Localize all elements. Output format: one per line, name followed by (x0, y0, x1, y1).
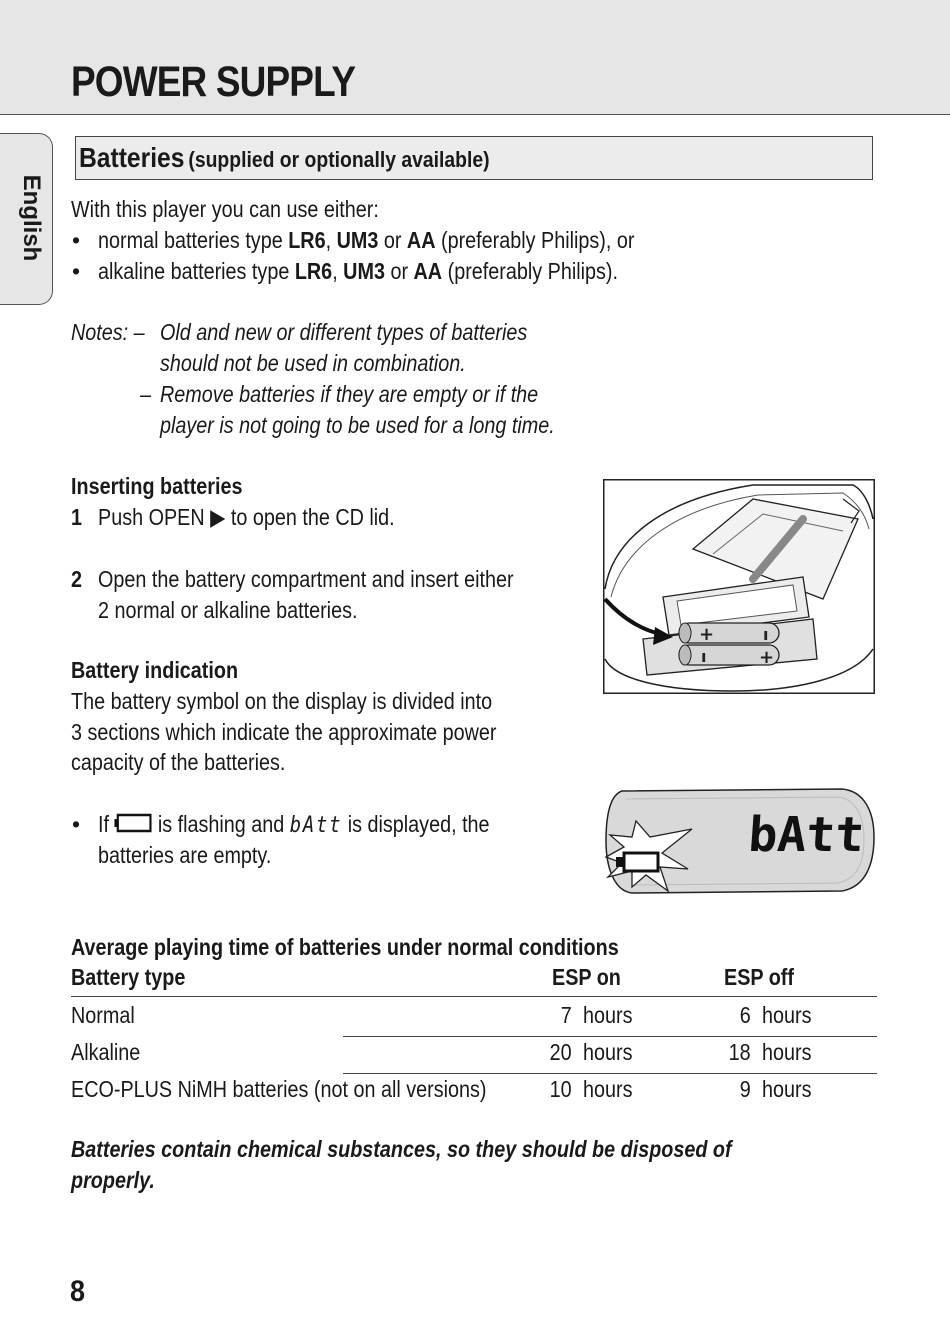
row-normal-type: Normal (71, 1002, 135, 1028)
disposal-warning-line-1: Batteries contain chemical substances, so they should be disposed of (71, 1136, 732, 1162)
col-header-battery-type: Battery type (71, 964, 186, 990)
battery-insertion-illustration (603, 479, 875, 694)
intro-bullet-alkaline (98, 256, 618, 287)
indication-line-3: capacity of the batteries. (71, 749, 286, 775)
row-normal-esp-on-unit: hours (583, 1002, 633, 1028)
note-1-line-1: Old and new or different types of batteries (160, 319, 528, 345)
battery-code: UM3 (343, 258, 385, 284)
row-alkaline-esp-off: 18 (728, 1039, 751, 1065)
lcd-display-illustration (602, 787, 876, 899)
row-nimh-type: ECO-PLUS NiMH batteries (not on all versions) (71, 1076, 487, 1102)
row-normal-esp-off-unit: hours (762, 1002, 812, 1028)
bullet-dot: • (72, 227, 81, 253)
disposal-warning-line-2: properly. (71, 1167, 155, 1193)
svg-text:+: + (699, 624, 715, 645)
battery-insertion-svg (603, 479, 875, 694)
lcd-batt-text: bAtt (289, 813, 343, 838)
row-normal-esp-on: 7 (560, 1002, 572, 1028)
battery-code: UM3 (336, 227, 379, 253)
text-run: If (98, 811, 109, 837)
inserting-heading: Inserting batteries (71, 473, 243, 499)
text-run: alkaline batteries type (98, 258, 295, 284)
section-title: Batteries (79, 142, 185, 173)
step-2-number: 2 (71, 566, 83, 592)
intro-bullet-normal (98, 225, 634, 256)
language-tab-label: English (18, 174, 45, 262)
text-run: or (378, 227, 407, 253)
bullet-dot: • (72, 258, 81, 284)
note-2-line-2: player is not going to be used for a long time. (160, 412, 555, 438)
notes-label: Notes: – (71, 319, 145, 345)
playing-time-heading: Average playing time of batteries under normal conditions (71, 934, 619, 960)
text-run: , (325, 227, 337, 253)
section-subtitle: (supplied or optionally available) (188, 147, 490, 172)
text-run: normal batteries type (98, 227, 289, 253)
lcd-text: bAtt (746, 807, 867, 863)
text-run: , (332, 258, 344, 284)
battery-code: LR6 (288, 227, 326, 253)
row-nimh-esp-off: 9 (739, 1076, 751, 1102)
row-nimh-esp-on: 10 (549, 1076, 572, 1102)
step-2-line-1: Open the battery compartment and insert either (98, 566, 514, 592)
text-run: (preferably Philips). (442, 258, 619, 284)
lcd-display-svg (602, 787, 876, 899)
row-nimh-esp-off-unit: hours (762, 1076, 812, 1102)
row-alkaline-esp-off-unit: hours (762, 1039, 812, 1065)
page-title: POWER SUPPLY (71, 58, 356, 106)
step-2-line-2: 2 normal or alkaline batteries. (98, 597, 358, 623)
text-run: is displayed, the (342, 811, 490, 837)
indication-line-2: 3 sections which indicate the approximate power (71, 719, 497, 745)
text-run: (preferably Philips), or (435, 227, 635, 253)
note-2-dash: – (140, 381, 152, 407)
row-alkaline-type: Alkaline (71, 1039, 141, 1065)
col-header-esp-on: ESP on (552, 964, 621, 990)
svg-text:ı: ı (763, 625, 769, 644)
table-header-rule (71, 996, 877, 997)
section-heading (79, 142, 490, 174)
empty-battery-line-2: batteries are empty. (98, 842, 272, 868)
empty-battery-bullet (98, 809, 490, 841)
row-normal-esp-off: 6 (739, 1002, 751, 1028)
indication-heading: Battery indication (71, 657, 239, 683)
intro-line: With this player you can use either: (71, 196, 379, 222)
battery-empty-icon (114, 810, 152, 841)
svg-text:ı: ı (701, 647, 707, 666)
text-run: is flashing and (152, 811, 290, 837)
note-2-line-1: Remove batteries if they are empty or if the (160, 381, 539, 407)
step-1-number: 1 (71, 504, 83, 530)
row-alkaline-esp-on: 20 (549, 1039, 572, 1065)
row-alkaline-esp-on-unit: hours (583, 1039, 633, 1065)
bullet-dot: • (72, 811, 81, 837)
row-nimh-esp-on-unit: hours (583, 1076, 633, 1102)
battery-code: AA (406, 227, 436, 253)
step-1-text: Push OPEN ▶ to open the CD lid. (98, 504, 395, 530)
note-1-line-2: should not be used in combination. (160, 350, 466, 376)
svg-text:+: + (759, 647, 775, 668)
battery-code: LR6 (294, 258, 333, 284)
indication-line-1: The battery symbol on the display is divided into (71, 688, 493, 714)
col-header-esp-off: ESP off (724, 964, 794, 990)
battery-code: AA (413, 258, 443, 284)
page-number: 8 (70, 1275, 86, 1308)
text-run: or (384, 258, 414, 284)
